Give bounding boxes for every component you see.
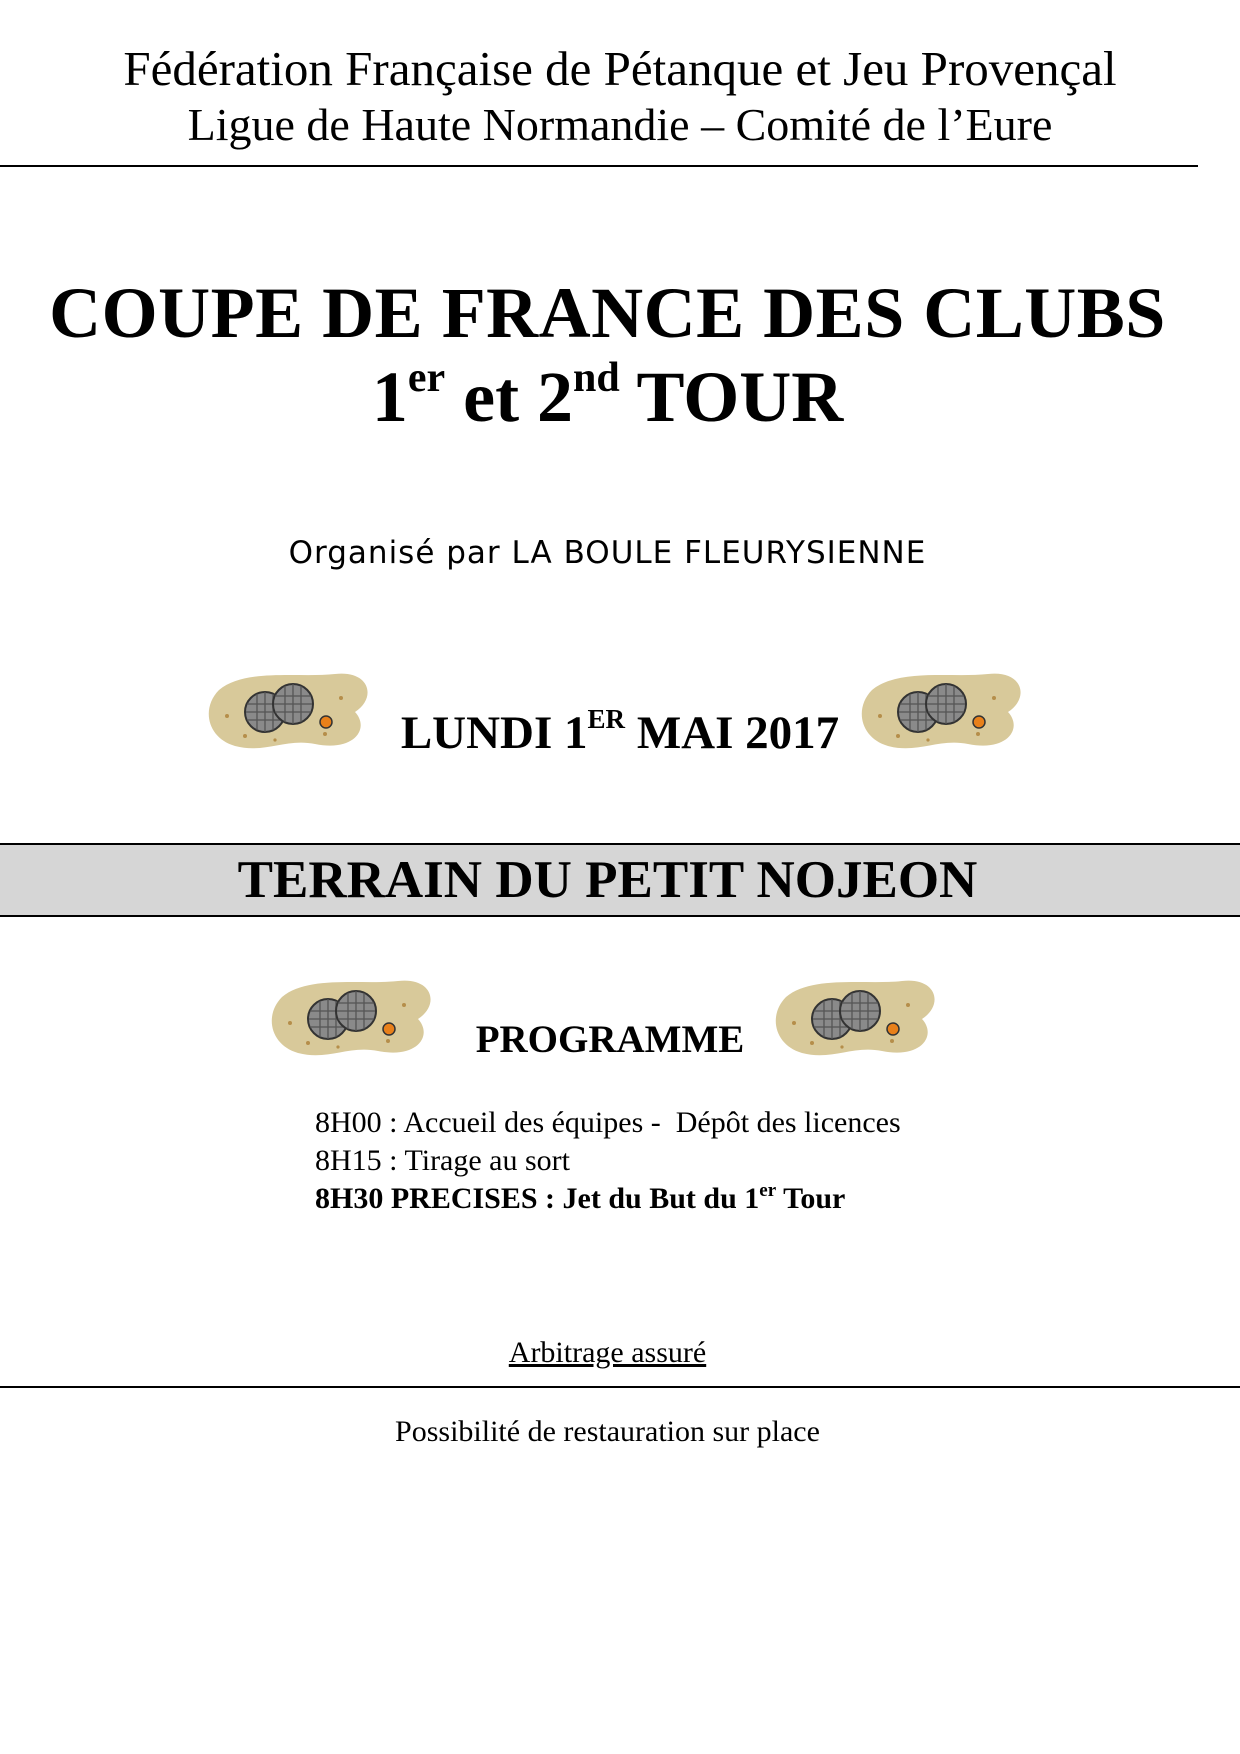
petanque-boules-icon	[205, 668, 375, 754]
programme-item-highlight: 8H30 PRECISES : Jet du But du 1er Tour	[315, 1180, 846, 1215]
programme-heading: PROGRAMME	[475, 1018, 745, 1061]
programme-item: 8H00 : Accueil des équipes - Dépôt des licences	[315, 1106, 901, 1139]
footer-divider	[0, 1386, 1240, 1388]
petanque-boules-icon	[772, 975, 942, 1061]
programme-item: 8H15 : Tirage au sort	[315, 1144, 570, 1177]
federation-name: Fédération Française de Pétanque et Jeu Provençal	[123, 41, 1117, 96]
header-divider	[0, 165, 1198, 167]
catering-note: Possibilité de restauration sur place	[395, 1415, 820, 1448]
league-committee: Ligue de Haute Normandie – Comité de l’Eure	[187, 99, 1053, 150]
refereeing-note: Arbitrage assuré	[508, 1336, 707, 1369]
event-round: 1er et 2nd TOUR	[371, 355, 844, 437]
venue-name: TERRAIN DU PETIT NOJEON	[237, 851, 978, 909]
event-title: COUPE DE FRANCE DES CLUBS	[49, 273, 1166, 353]
event-date: LUNDI 1ER MAI 2017	[400, 704, 840, 759]
organiser-text: Organisé par LA BOULE FLEURYSIENNE	[288, 535, 927, 571]
petanque-boules-icon	[858, 668, 1028, 754]
